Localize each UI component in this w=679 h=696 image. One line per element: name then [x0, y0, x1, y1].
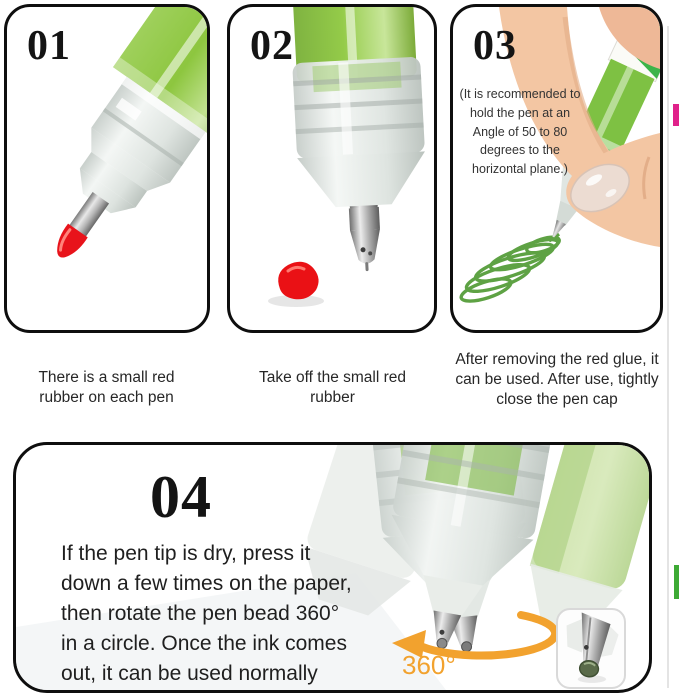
step-03-caption: After removing the red glue, it can be used. After use, tightly close the pen cap	[455, 351, 659, 409]
adjacent-page-divider	[667, 26, 669, 688]
step-01-caption: There is a small red rubber on each pen	[38, 369, 175, 407]
ink-squiggle	[459, 234, 561, 306]
pen-step2	[288, 7, 431, 273]
step-02-number: 02	[250, 23, 294, 69]
adjacent-magenta-fragment	[673, 104, 679, 126]
step-03-card	[450, 4, 663, 333]
step-04-card	[13, 442, 652, 693]
rotation-degree-label: 360°	[402, 650, 456, 680]
angle-note: (It is recommended to hold the pen at an Angle of 50 to 80 degrees to the horizontal plane.)	[459, 87, 581, 176]
step-04-instruction: If the pen tip is dry, press it down a few times on the paper, then rotate the pen bead 360° in a circle. Once the ink comes out, it can be used normally	[61, 542, 352, 685]
step-01-card	[4, 4, 210, 333]
step-02-caption: Take off the small red rubber	[258, 369, 407, 407]
step-03-number: 03	[473, 23, 517, 69]
step-04-number: 04	[150, 464, 212, 530]
pen-tip-closeup-image	[558, 610, 624, 687]
step-01-number: 01	[27, 23, 71, 69]
adjacent-green-fragment	[674, 565, 679, 599]
pen-tip-inset-photo	[556, 608, 626, 689]
step-02-card	[227, 4, 437, 333]
